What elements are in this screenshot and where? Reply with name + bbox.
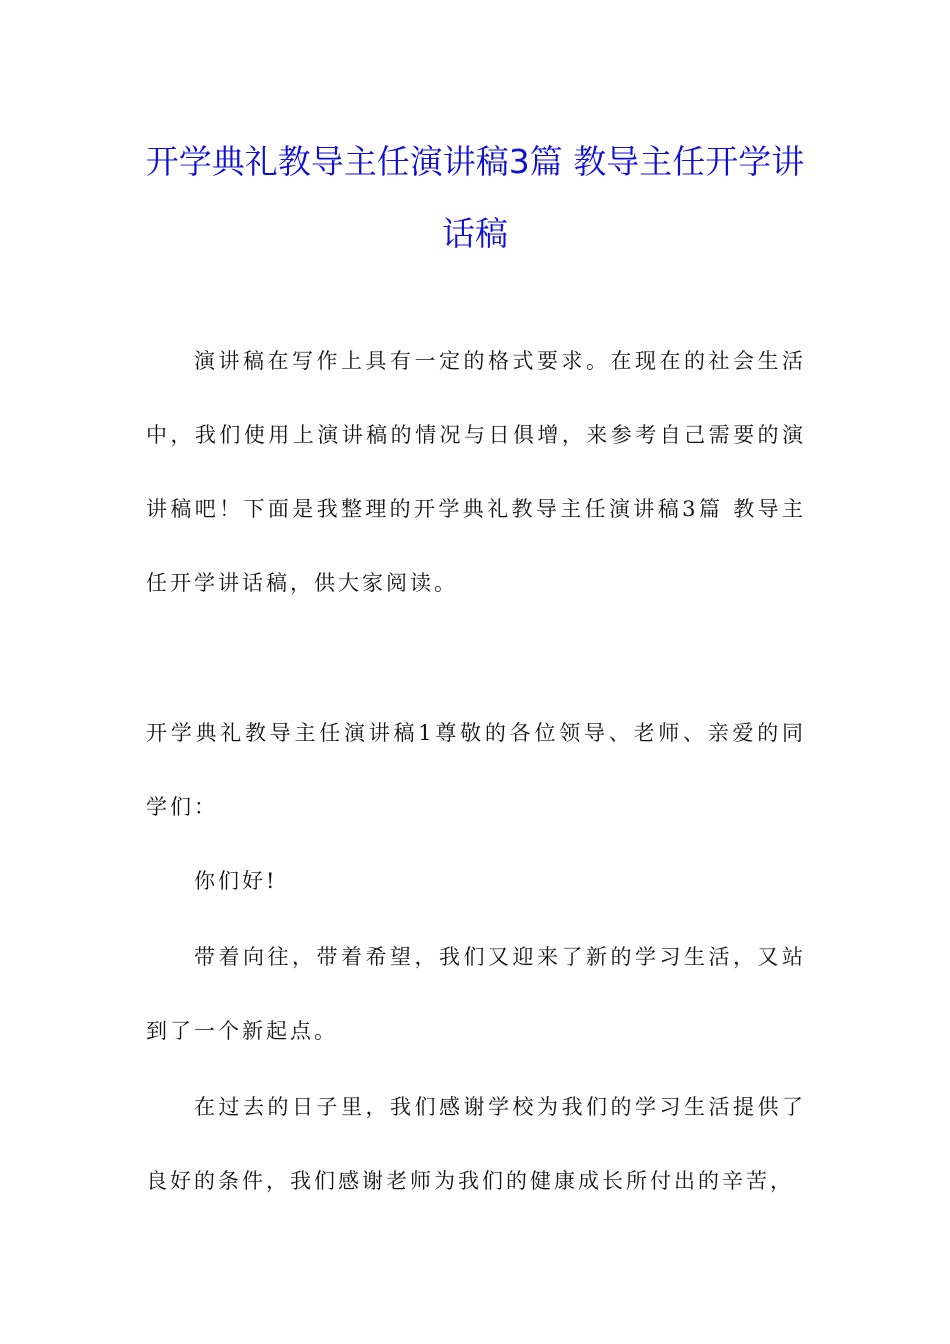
section-heading: 开学典礼教导主任演讲稿1尊敬的各位领导、老师、亲爱的同学们： — [146, 721, 806, 819]
document-title: 开学典礼教导主任演讲稿3篇 教导主任开学讲话稿 — [145, 142, 805, 253]
body-paragraph-1: 带着向往，带着希望，我们又迎来了新的学习生活，又站到了一个新起点。 — [146, 945, 806, 1043]
greeting-paragraph: 你们好! — [194, 869, 278, 893]
body-paragraph-2: 在过去的日子里，我们感谢学校为我们的学习生活提供了良好的条件，我们感谢老师为我们的健康成长所付出的辛苦， — [146, 1095, 806, 1193]
intro-paragraph: 演讲稿在写作上具有一定的格式要求。在现在的社会生活中，我们使用上演讲稿的情况与日俱增，来参考自己需要的演讲稿吧！下面是我整理的开学典礼教导主任演讲稿3篇 教导主任开学讲话稿，供大家阅读。 — [146, 349, 806, 595]
